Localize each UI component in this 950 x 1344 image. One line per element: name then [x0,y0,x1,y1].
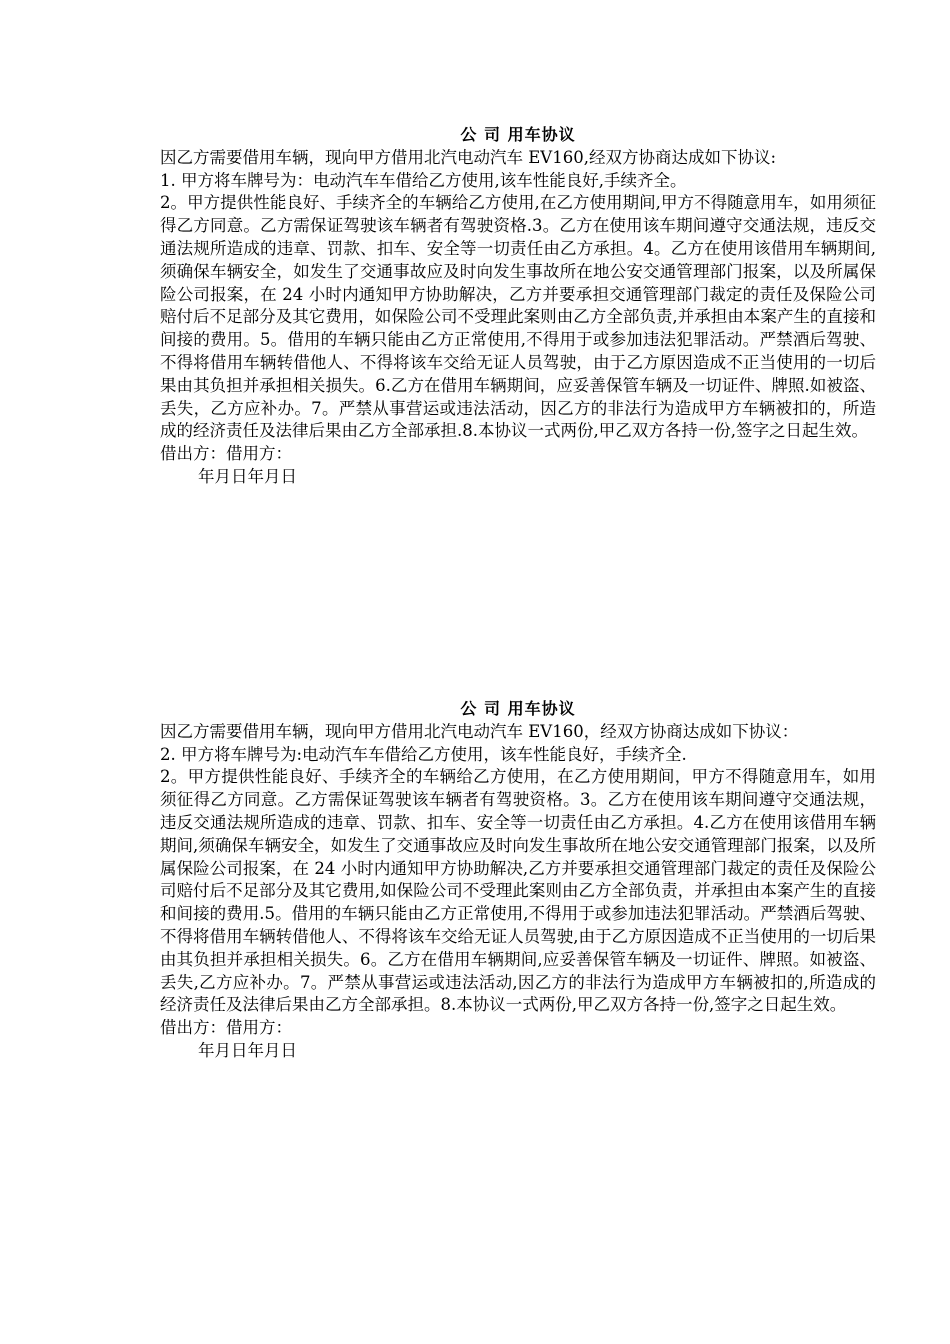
agreement-item-1: 1. 甲方将车牌号为：电动汽车车借给乙方使用,该车性能良好,手续齐全。 [160,170,687,190]
agreement-section-2 [160,698,876,1063]
agreement-intro: 因乙方需要借用车辆，现向甲方借用北汽电动汽车 EV160，经双方协商达成如下协议： [160,721,799,741]
signature-line: 借出方：借用方： [160,444,292,464]
signature-line: 借出方：借用方： [160,1018,292,1038]
agreement-body: 2。甲方提供性能良好、手续齐全的车辆给乙方使用,在乙方使用期间,甲方不得随意用车，如用须征得乙方同意。乙方需保证驾驶该车辆者有驾驶资格.3。乙方在使用该车期间遵守交通法规，违反交通法规所造成的违章、罚款、扣车、安全等一切责任由乙方承担。4。乙方在使用该借用车辆期间,须确保车辆安全，如发生了交通事故应及时向发生事故所在地公安交通管理部门报案，以及所属保险公司报案，在 24 小时内通知甲方协助解决，乙方并要承担交通管理部门裁定的责任及保险公司赔付后不足部分及其它费用，如保险公司不受理此案则由乙方全部负责,并承担由本案产生的直接和间接的费用。5。借用的车辆只能由乙方正常使用,不得用于或参加违法犯罪活动。严禁酒后驾驶、不得将借用车辆转借他人、不得将该车交给无证人员驾驶，由于乙方原因造成不正当使用的一切后果由其负担并承担相关损失。6.乙方在借用车辆期间，应妥善保管车辆及一切证件、牌照.如被盗、丢失，乙方应补办。7。严禁从事营运或违法活动，因乙方的非法行为造成甲方车辆被扣的，所造成的经济责任及法律后果由乙方全部承担.8.本协议一式两份,甲乙双方各持一份,签字之日起生效。 [160,193,876,441]
agreement-body: 2。甲方提供性能良好、手续齐全的车辆给乙方使用，在乙方使用期间，甲方不得随意用车，如用须征得乙方同意。乙方需保证驾驶该车辆者有驾驶资格。3。乙方在使用该车期间遵守交通法规，违反交通法规所造成的违章、罚款、扣车、安全等一切责任由乙方承担。4.乙方在使用该借用车辆期间,须确保车辆安全，如发生了交通事故应及时向发生事故所在地公安交通管理部门报案，以及所属保险公司报案，在 24 小时内通知甲方协助解决,乙方并要承担交通管理部门裁定的责任及保险公司赔付后不足部分及其它费用,如保险公司不受理此案则由乙方全部负责，并承担由本案产生的直接和间接的费用.5。借用的车辆只能由乙方正常使用,不得用于或参加违法犯罪活动。严禁酒后驾驶、不得将借用车辆转借他人、不得将该车交给无证人员驾驶,由于乙方原因造成不正当使用的一切后果由其负担并承担相关损失。6。乙方在借用车辆期间,应妥善保管车辆及一切证件、牌照。如被盗、丢失,乙方应补办。7。严禁从事营运或违法活动,因乙方的非法行为造成甲方车辆被扣的,所造成的经济责任及法律后果由乙方全部承担。8.本协议一式两份,甲乙双方各持一份,签字之日起生效。 [160,767,876,1015]
agreement-intro: 因乙方需要借用车辆，现向甲方借用北汽电动汽车 EV160,经双方协商达成如下协议: [160,147,777,167]
agreement-item-1: 2. 甲方将车牌号为:电动汽车车借给乙方使用，该车性能良好，手续齐全. [160,744,687,764]
agreement-title: 公 司 用车协议 [460,699,576,718]
date-line: 年月日年月日 [198,1040,297,1060]
agreement-section-1 [160,124,876,489]
date-line: 年月日年月日 [198,466,297,486]
agreement-title: 公 司 用车协议 [460,125,576,144]
